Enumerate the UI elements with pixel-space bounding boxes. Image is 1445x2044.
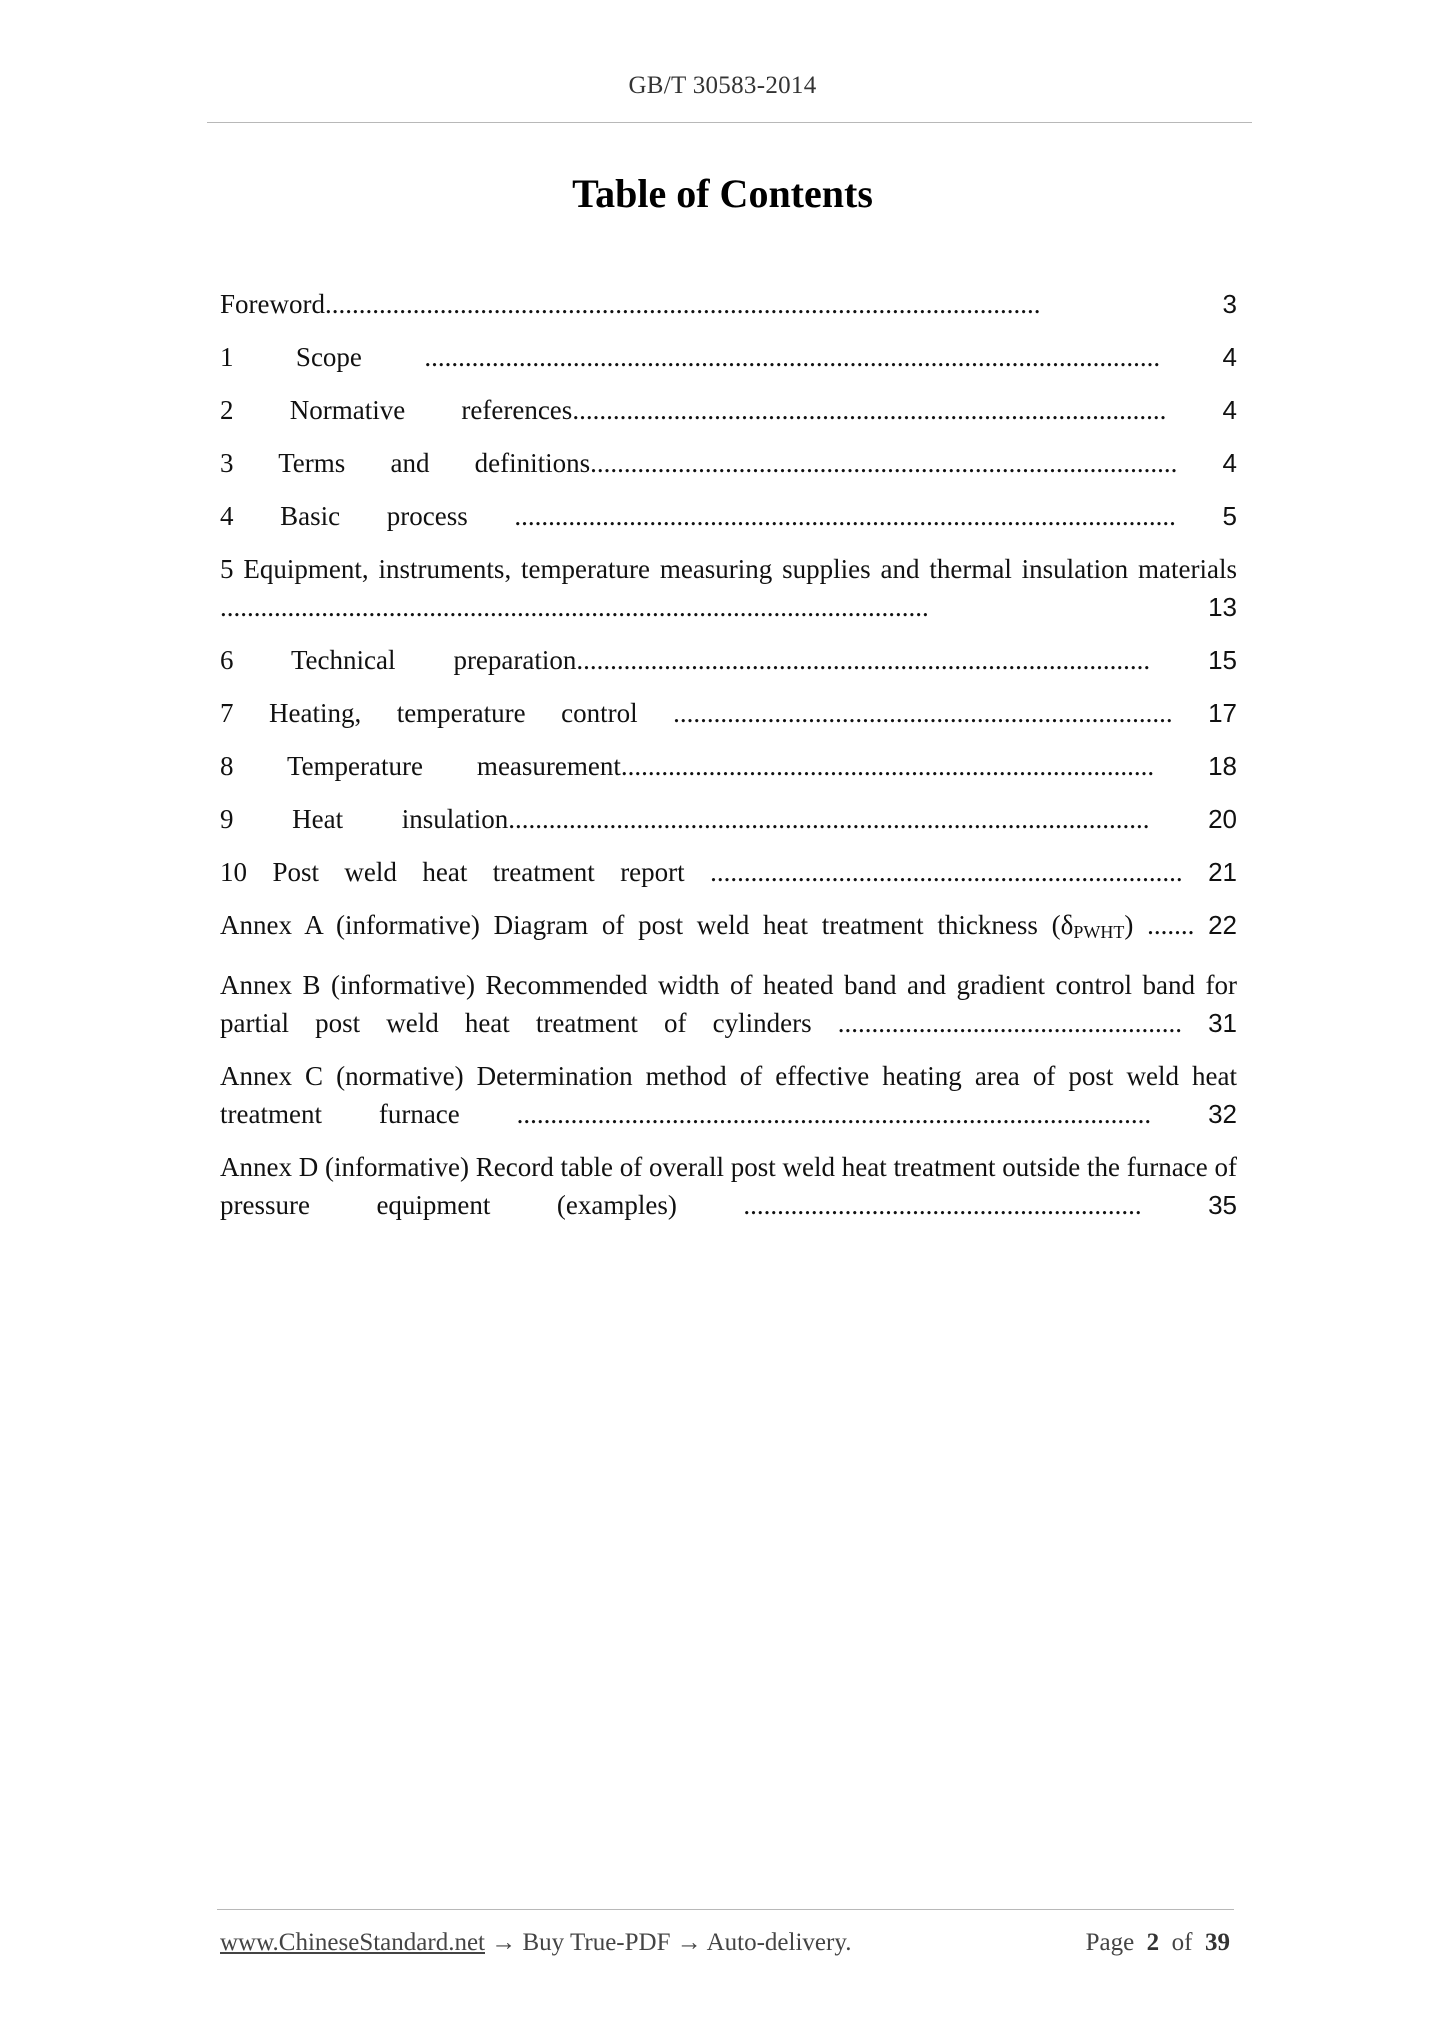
toc-entry-title: 3 Terms and definitions [220,448,591,478]
toc-entry-dots: ...................................................................... [684,857,1183,887]
footer-divider [217,1909,1234,1910]
site-link[interactable]: www.ChineseStandard.net [220,1929,485,1956]
footer-promo [220,1929,851,1957]
toc-entry-page: 4 [1222,342,1238,372]
toc-entry-scope[interactable] [220,338,1237,376]
toc-list [220,285,1237,1239]
toc-entry-foreword[interactable] [220,285,1237,323]
toc-entry-annex-c[interactable] [220,1057,1237,1133]
toc-entry-equipment[interactable] [220,550,1237,626]
toc-entry-page: 15 [1208,645,1238,675]
toc-entry-basic-process[interactable] [220,497,1237,535]
toc-entry-annex-b[interactable] [220,966,1237,1042]
toc-entry-title: Annex D (informative) Record table of overall post weld heat treatment outside the furnace of pressure equipment (examples) [220,1152,1237,1220]
toc-entry-normative-references[interactable] [220,391,1237,429]
toc-entry-dots: ................................................... [811,1008,1182,1038]
toc-entry-dots: ............................................................................................... [508,804,1150,834]
page-total: 39 [1205,1929,1230,1956]
toc-entry-page: 35 [1208,1190,1237,1220]
toc-entry-page: 20 [1208,804,1238,834]
toc-entry-dots: ........................................................... [676,1190,1142,1220]
toc-entry-page: 31 [1208,1008,1237,1038]
toc-entry-dots: .......................................................................... [637,698,1173,728]
toc-entry-technical-preparation[interactable] [220,641,1237,679]
header-divider [207,122,1252,123]
toc-entry-subscript: PWHT [1073,922,1125,942]
toc-entry-title: 8 Temperature measurement [220,751,621,781]
toc-entry-dots: ........................................................................................ [572,395,1167,425]
toc-entry-dots: ............................................................................... [620,751,1155,781]
toc-entry-heat-insulation[interactable] [220,800,1237,838]
footer-promo-text: → Buy True-PDF → Auto-delivery. [485,1929,852,1956]
header-standard-code: GB/T 30583-2014 [628,72,817,99]
toc-entry-title: Annex A (informative) Diagram of post weld heat treatment thickness (δ [220,910,1074,940]
toc-entry-title: 9 Heat insulation [220,804,509,834]
toc-entry-title-end: ) [1124,910,1134,940]
toc-entry-title: 7 Heating, temperature control [220,698,638,728]
toc-entry-dots: ............................................................................................................. [361,342,1161,372]
toc-entry-page: 22 [1208,910,1237,940]
toc-entry-dots: ....... [1133,910,1195,940]
toc-entry-title: Foreword [220,289,325,319]
toc-entry-page: 21 [1208,857,1237,887]
toc-entry-page: 13 [1208,592,1237,622]
toc-entry-title: 6 Technical preparation [220,645,577,675]
toc-entry-temperature-measurement[interactable] [220,747,1237,785]
page-number [1086,1929,1230,1957]
toc-entry-title: Annex B (informative) Recommended width of heated band and gradient control band for partial post weld heat treatment of cylinders [220,970,1237,1038]
page-current: 2 [1146,1929,1160,1956]
toc-entry-title: 1 Scope [220,342,362,372]
toc-entry-page: 5 [1222,501,1237,531]
toc-entry-page: 32 [1208,1099,1238,1129]
toc-entry-dots: .............................................................................................. [459,1099,1152,1129]
toc-entry-annex-d[interactable] [220,1148,1237,1224]
toc-entry-title: 4 Basic process [220,501,468,531]
toc-entry-dots: ....................................................................................... [590,448,1178,478]
toc-entry-page: 17 [1208,698,1238,728]
toc-entry-page: 3 [1222,289,1237,319]
toc-entry-title: 10 Post weld heat treatment report [220,857,685,887]
toc-entry-dots: ..................................................................................... [576,645,1151,675]
toc-entry-page: 4 [1222,448,1238,478]
page-of: of [1171,1929,1193,1956]
toc-entry-annex-a[interactable] [220,906,1237,951]
toc-entry-dots: ......................................................................................................... [220,592,929,622]
toc-entry-heating-control[interactable] [220,694,1237,732]
toc-entry-title: 2 Normative references [220,395,573,425]
toc-entry-dots: .................................................................................................. [467,501,1176,531]
toc-entry-heat-treatment-report[interactable] [220,853,1237,891]
toc-entry-page: 4 [1222,395,1237,425]
toc-entry-title: 5 Equipment, instruments, temperature measuring supplies and thermal insulation materials [220,554,1237,584]
toc-entry-dots: .......................................................................................................... [324,289,1041,319]
page-label: Page [1085,1929,1135,1956]
toc-entry-page: 18 [1208,751,1237,781]
toc-entry-terms-definitions[interactable] [220,444,1237,482]
toc-entry-title: Annex C (normative) Determination method of effective heating area of post weld heat treatment furnace [220,1061,1237,1129]
toc-title: Table of Contents [572,171,873,216]
